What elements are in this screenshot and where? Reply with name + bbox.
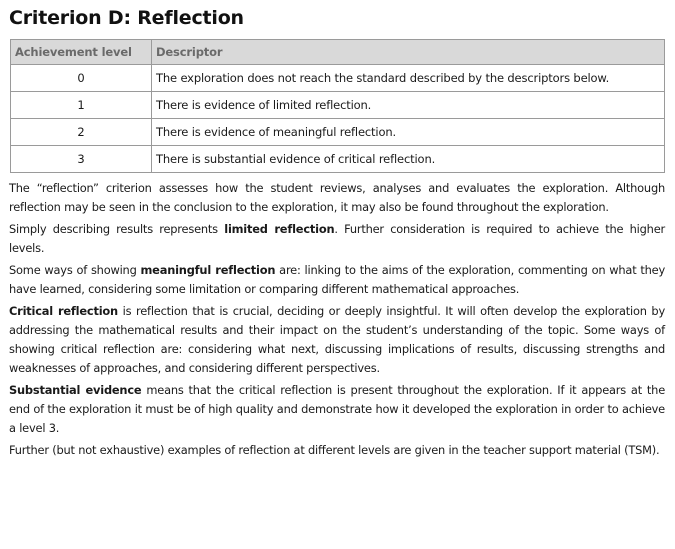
descriptor-cell: The exploration does not reach the standard described by the descriptors below. — [152, 65, 665, 92]
paragraph-substantial-evidence — [9, 381, 665, 438]
paragraph-text: Simply describing results represents — [9, 222, 225, 236]
paragraph-meaningful-reflection — [9, 261, 665, 299]
paragraph-text: are: linking to the aims of the exploration, commenting on what they have learned, considering some limitation or comparing different mathematical approaches. — [9, 263, 666, 296]
descriptor-cell: There is substantial evidence of critical reflection. — [152, 146, 665, 173]
level-cell: 0 — [11, 65, 152, 92]
descriptor-cell: There is evidence of meaningful reflection. — [152, 119, 665, 146]
level-cell: 3 — [11, 146, 152, 173]
table-header-row — [11, 40, 665, 65]
paragraph-text: The “reflection” criterion assesses how the student reviews, analyses and evaluates the exploration. Although reflection may be seen in the conclusion to the exploration, it may also be found throughout the exploration. — [9, 181, 665, 214]
descriptor-cell: There is evidence of limited reflection. — [152, 92, 665, 119]
table-row — [11, 119, 665, 146]
term-substantial-evidence: Substantial evidence — [9, 383, 142, 397]
paragraph-limited-reflection — [9, 220, 665, 258]
paragraph-criterion-overview — [9, 179, 665, 217]
paragraph-text: means that the critical reflection is present throughout the exploration. If it appears at the end of the exploration it must be of high quality and demonstrate how it developed the exploration in order to achieve a level 3. — [9, 383, 666, 435]
page-title: Criterion D: Reflection — [9, 7, 244, 29]
table-row — [11, 146, 665, 173]
paragraph-text: Some ways of showing — [9, 263, 141, 277]
paragraph-text: Further (but not exhaustive) examples of reflection at different levels are given in the teacher support material (TSM). — [9, 443, 660, 457]
paragraph-critical-reflection — [9, 302, 665, 378]
body-text — [9, 179, 665, 460]
achievement-table — [10, 39, 665, 173]
paragraph-further-examples — [9, 441, 665, 460]
paragraph-text: . Further consideration is required to achieve the higher levels. — [9, 222, 665, 255]
level-cell: 2 — [11, 119, 152, 146]
term-meaningful-reflection: meaningful reflection — [140, 263, 276, 277]
table-row — [11, 65, 665, 92]
term-limited-reflection: limited reflection — [224, 222, 335, 236]
level-cell: 1 — [11, 92, 152, 119]
table-row — [11, 92, 665, 119]
term-critical-reflection: Critical reflection — [9, 304, 118, 318]
column-header-descriptor: Descriptor — [152, 40, 665, 65]
column-header-achievement-level: Achievement level — [11, 40, 152, 65]
paragraph-text: is reflection that is crucial, deciding or deeply insightful. It will often develop the exploration by addressing the mathematical results and their impact on the student’s understanding of the topic. Some ways of showing critical reflection are: considering what next, discussing implications of results, discussing strengths and weaknesses of approaches, and considering different perspectives. — [9, 304, 665, 375]
